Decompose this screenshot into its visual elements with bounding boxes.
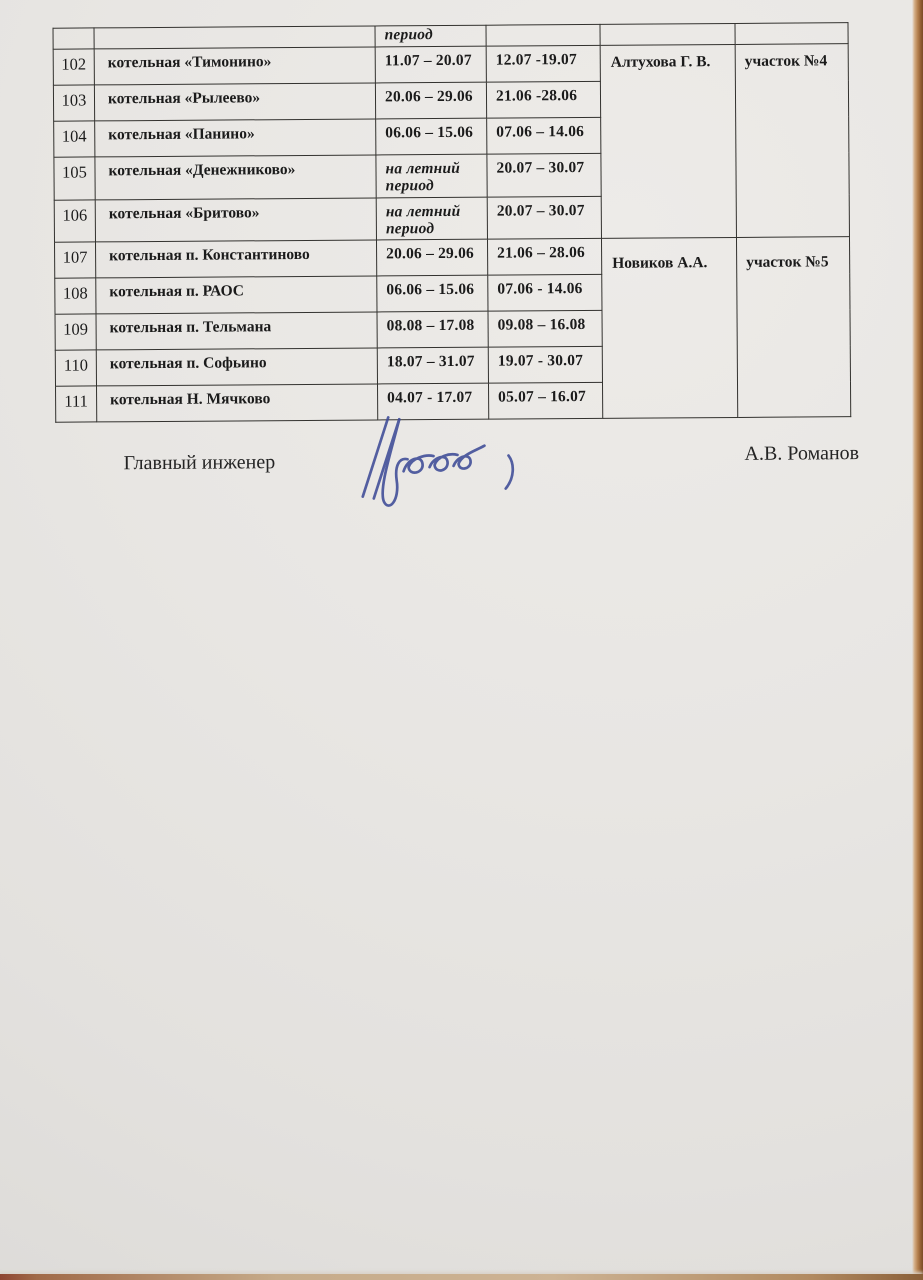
actual-period: 21.06 -28.06 xyxy=(486,81,600,118)
actual-period: 21.06 – 28.06 xyxy=(487,239,601,276)
plan-period: 11.07 – 20.07 xyxy=(375,46,486,83)
plan-period: 18.07 – 31.07 xyxy=(377,348,488,385)
boiler-name: котельная п. Тельмана xyxy=(96,312,377,350)
plan-period: на летний период xyxy=(376,154,487,197)
section-label: участок №5 xyxy=(736,237,850,418)
scan-edge-right xyxy=(912,0,923,1280)
row-number: 105 xyxy=(54,157,95,200)
plan-period-cell: период xyxy=(375,25,486,47)
boiler-name: котельная «Тимонино» xyxy=(94,47,375,85)
actual-period: 05.07 – 16.07 xyxy=(488,383,602,420)
plan-period: 20.06 – 29.06 xyxy=(376,240,487,277)
boiler-schedule-table xyxy=(53,22,852,423)
row-number: 109 xyxy=(55,314,96,350)
boiler-name: котельная «Бритово» xyxy=(95,198,376,243)
actual-period: 20.07 – 30.07 xyxy=(487,196,601,240)
row-number-cell xyxy=(53,28,94,49)
plan-period: 04.07 - 17.07 xyxy=(378,384,489,421)
row-number: 106 xyxy=(54,200,95,243)
row-number: 103 xyxy=(53,85,94,121)
signature xyxy=(348,407,544,520)
responsible-person: Алтухова Г. В. xyxy=(600,44,736,238)
boiler-name: котельная Н. Мячково xyxy=(97,384,378,422)
boiler-name-cell xyxy=(94,26,375,49)
actual-period: 19.07 - 30.07 xyxy=(488,347,602,384)
actual-period: 20.07 – 30.07 xyxy=(487,153,601,197)
actual-period: 09.08 – 16.08 xyxy=(488,311,602,348)
responsible-person-cell xyxy=(600,23,735,45)
section-cell xyxy=(735,23,848,45)
section-label: участок №4 xyxy=(735,44,849,238)
boiler-name: котельная п. РАОС xyxy=(96,276,377,314)
row-number: 104 xyxy=(54,121,95,157)
row-number: 111 xyxy=(56,386,97,422)
table-row xyxy=(53,44,848,86)
responsible-person: Новиков А.А. xyxy=(601,238,737,419)
plan-period: на летний период xyxy=(376,197,487,240)
scan-edge-bottom xyxy=(0,1274,923,1280)
row-number: 110 xyxy=(55,350,96,386)
table-row xyxy=(55,237,850,279)
actual-period: 07.06 - 14.06 xyxy=(488,275,602,312)
signer-name: А.В. Романов xyxy=(744,442,860,465)
plan-period: 06.06 – 15.06 xyxy=(376,118,487,155)
plan-period: 08.08 – 17.08 xyxy=(377,312,488,349)
row-number: 102 xyxy=(53,49,94,85)
row-number: 108 xyxy=(55,278,96,314)
boiler-name: котельная п. Константиново xyxy=(96,240,377,278)
boiler-name: котельная «Денежниково» xyxy=(95,155,376,200)
row-number: 107 xyxy=(55,242,96,278)
actual-period: 07.06 – 14.06 xyxy=(487,117,601,154)
boiler-name: котельная «Панино» xyxy=(95,119,376,157)
position-title: Главный инженер xyxy=(123,451,276,475)
actual-period: 12.07 -19.07 xyxy=(486,45,600,82)
plan-period: 20.06 – 29.06 xyxy=(375,82,486,119)
boiler-name: котельная п. Софьино xyxy=(96,348,377,386)
plan-period: 06.06 – 15.06 xyxy=(377,276,488,313)
actual-period-cell xyxy=(486,24,600,46)
boiler-name: котельная «Рылеево» xyxy=(94,83,375,121)
